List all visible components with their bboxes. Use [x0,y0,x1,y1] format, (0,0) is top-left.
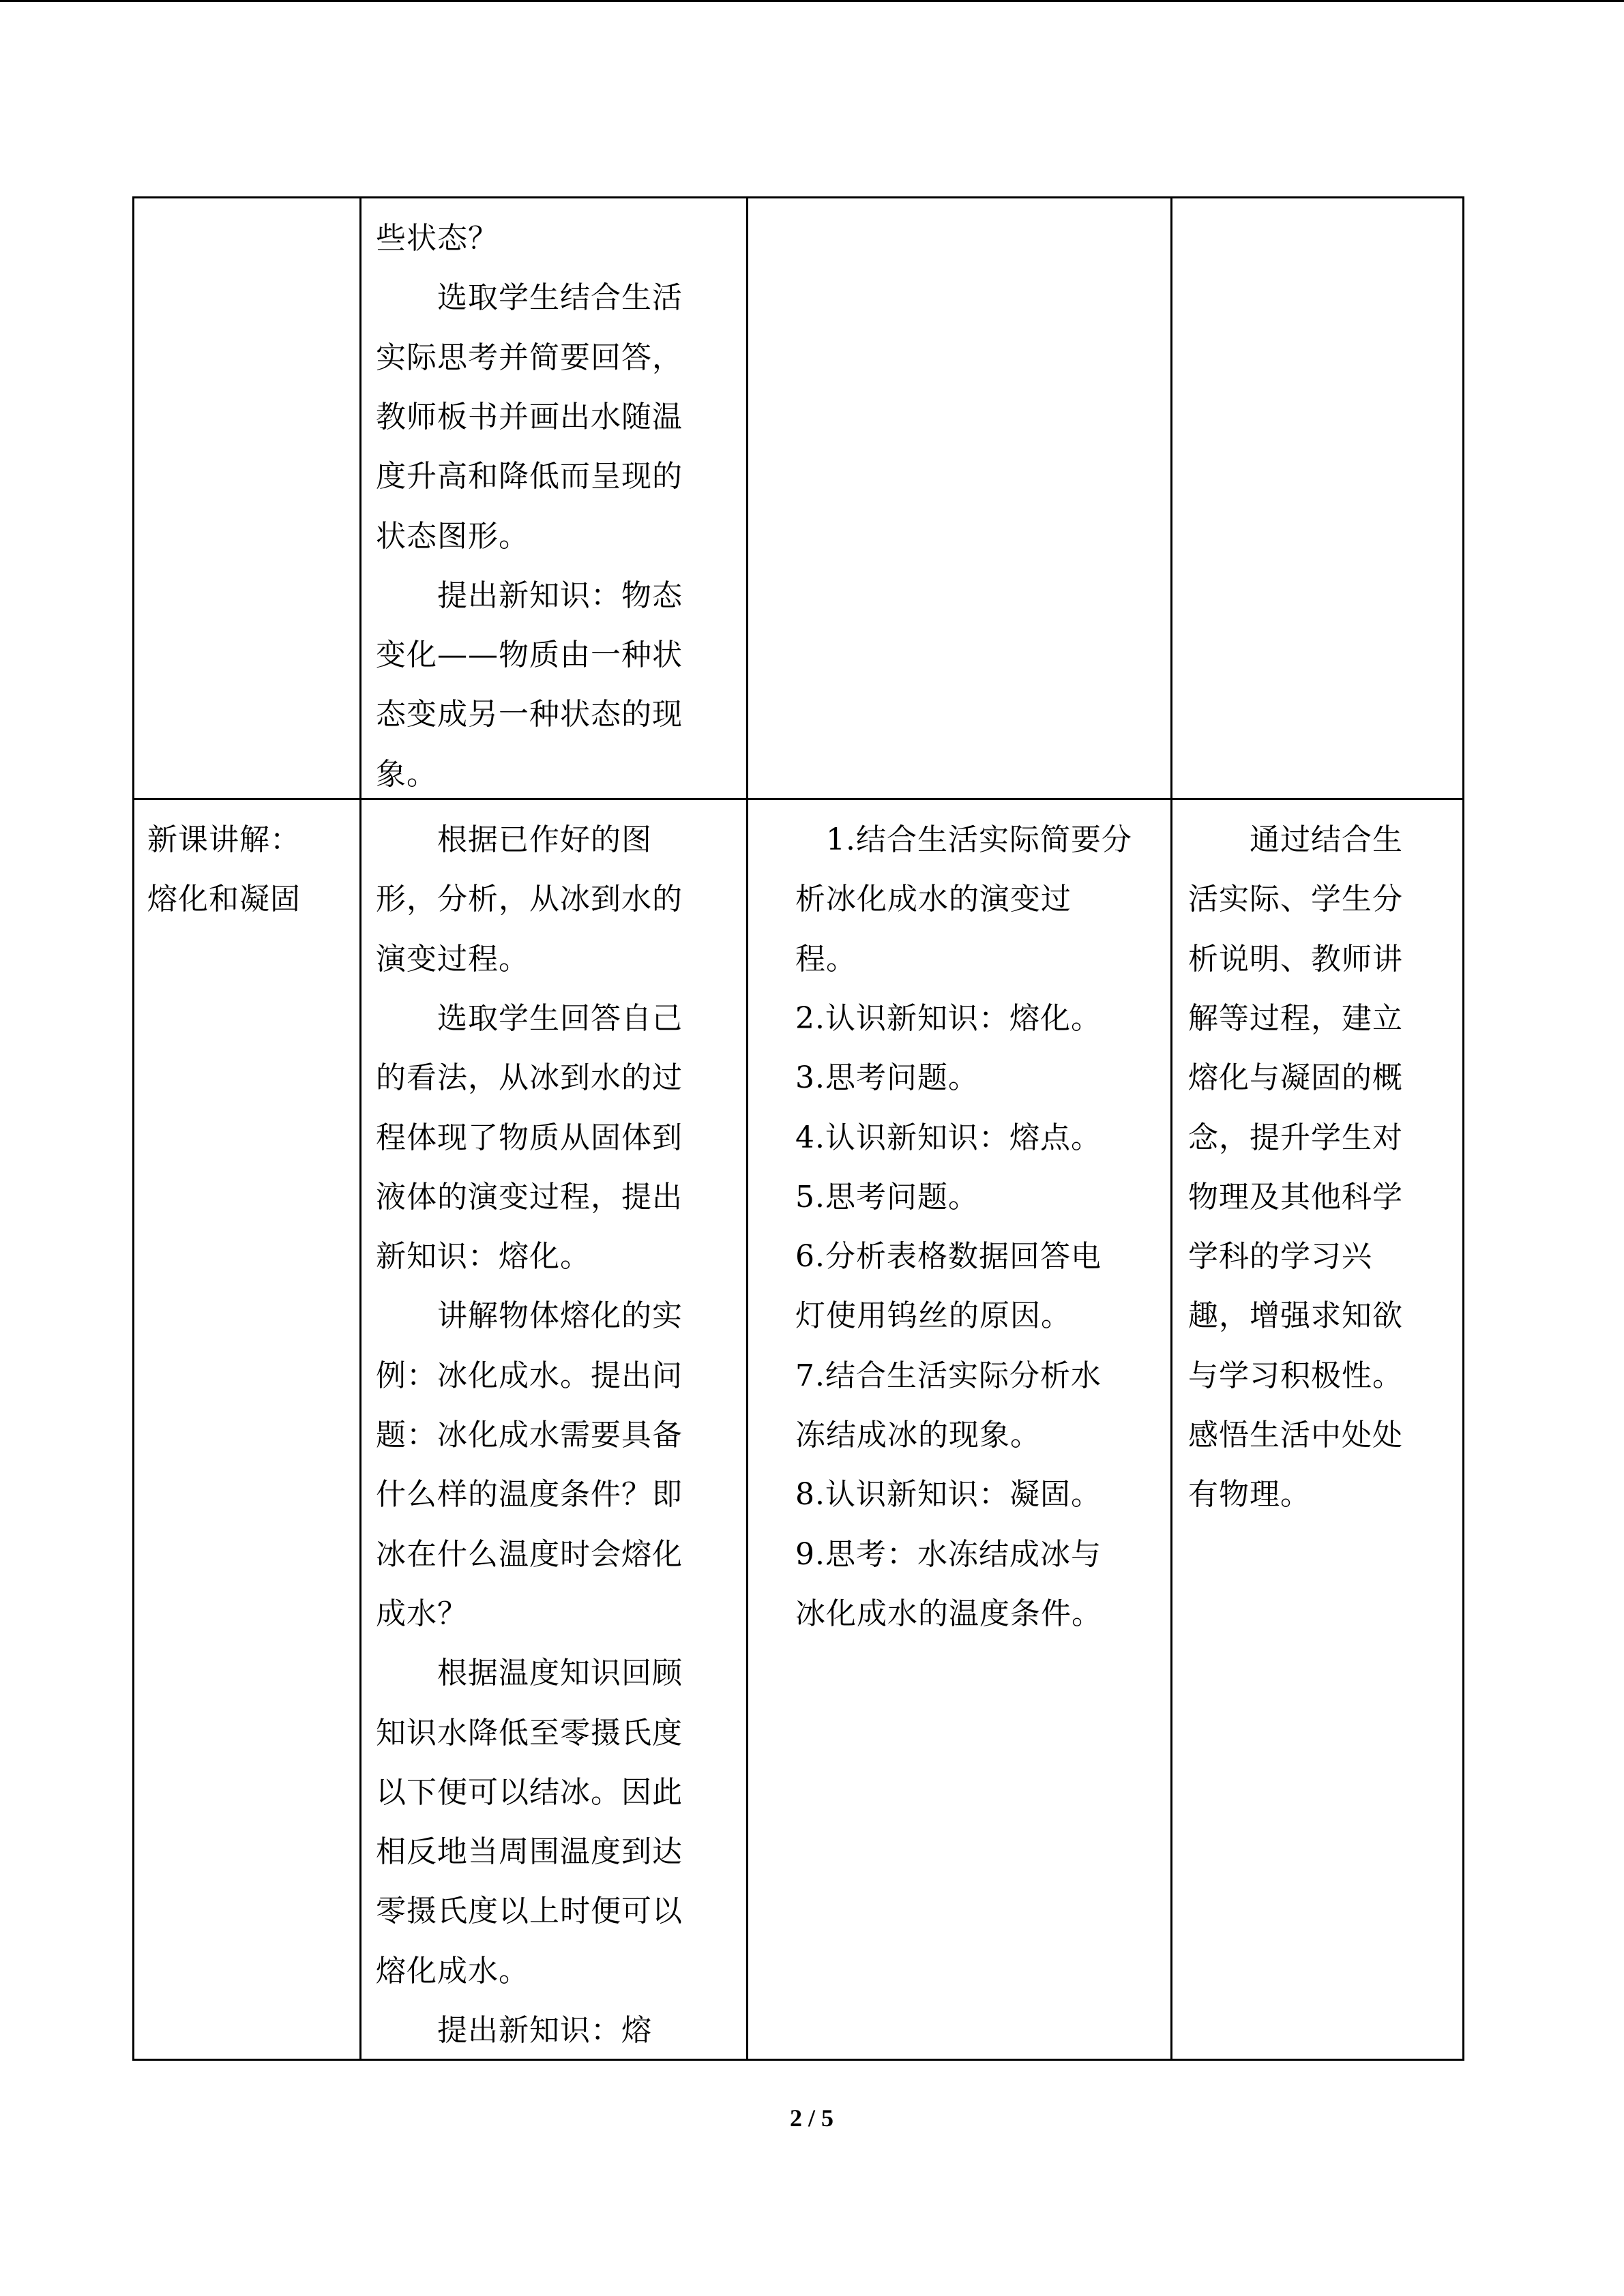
cell-text-line: 2.认识新知识：熔化。 [795,1001,1102,1036]
cell-text-line: 演变过程。 [376,942,529,976]
cell-text-line: 选取学生结合生活 [376,280,683,315]
cell-text-line: 3.思考问题。 [795,1060,979,1095]
cell-text-line: 状态图形。 [376,519,529,554]
table-border-bottom [132,2059,1464,2061]
cell-text-line: 熔化与凝固的概 [1188,1060,1403,1095]
cell-text-line: 零摄氏度以上时便可以 [376,1894,683,1928]
cell-text-line: 象。 [376,757,437,792]
cell-text-line: 根据已作好的图 [376,822,652,857]
cell-text-line: 5.思考问题。 [795,1180,979,1214]
cell-text-line: 提出新知识：熔 [376,2013,652,2048]
cell-text-line: 液体的演变过程，提出 [376,1180,683,1214]
cell-text-line: 以下便可以结冰。因此 [376,1775,683,1810]
page-number: 2 / 5 [789,2104,833,2132]
cell-text-line: 感悟生活中处处 [1188,1418,1403,1452]
cell-text-line: 度升高和降低而呈现的 [376,459,683,494]
table-border-right [1462,196,1464,2061]
cell-text-line: 4.认识新知识：熔点。 [795,1120,1102,1155]
cell-text-line: 析说明、教师讲 [1188,942,1403,976]
cell-text-line: 冰化成水的温度条件。 [795,1596,1102,1631]
cell-text-line: 什么样的温度条件？即 [376,1477,683,1512]
cell-text-line: 教师板书并画出水随温 [376,400,683,434]
cell-text-line: 物理及其他科学 [1188,1180,1403,1214]
cell-text-line: 题：冰化成水需要具备 [376,1418,683,1452]
cell-text-line: 趣，增强求知欲 [1188,1298,1403,1333]
cell-text-line: 程。 [795,942,857,976]
cell-text-line: 有物理。 [1188,1477,1311,1512]
cell-text-line: 相反地当周围温度到达 [376,1834,683,1869]
cell-text-line: 灯使用钨丝的原因。 [795,1298,1072,1333]
table-col-divider-2 [746,196,748,2061]
cell-text-line: 析冰化成水的演变过 [795,882,1072,916]
cell-text-line: 选取学生回答自己 [376,1001,683,1036]
cell-text-line: 新知识：熔化。 [376,1239,591,1274]
cell-text-line: 些状态？ [376,221,499,256]
cell-text-line: 解等过程，建立 [1188,1001,1403,1036]
table-border-top [132,196,1464,198]
cell-text-line: 例：冰化成水。提出问 [376,1358,683,1393]
cell-text-line: 7.结合生活实际分析水 [795,1358,1102,1393]
cell-text-line: 成水？ [376,1596,468,1631]
cell-text-line: 变化——物质由一种状 [376,638,683,672]
cell-text-line: 1.结合生活实际简要分 [795,822,1132,857]
table-col-divider-3 [1170,196,1172,2061]
table-row-divider [132,798,1464,800]
cell-text-line: 程体现了物质从固体到 [376,1120,683,1155]
cell-text-line: 根据温度知识回顾 [376,1656,683,1690]
cell-text-line: 8.认识新知识：凝固。 [795,1477,1102,1512]
cell-text-line: 提出新知识：物态 [376,578,683,613]
cell-text-line: 9.思考：水冻结成冰与 [795,1537,1102,1572]
cell-text-line: 熔化和凝固 [147,882,301,916]
cell-text-line: 通过结合生 [1188,822,1403,857]
table-border-left [132,196,134,2061]
cell-text-line: 形，分析，从冰到水的 [376,882,683,916]
cell-text-line: 与学习积极性。 [1188,1358,1403,1393]
cell-text-line: 实际思考并简要回答， [376,340,683,375]
cell-text-line: 的看法，从冰到水的过 [376,1060,683,1095]
cell-text-line: 念，提升学生对 [1188,1120,1403,1155]
top-border [0,0,1624,2]
cell-text-line: 讲解物体熔化的实 [376,1298,683,1333]
cell-text-line: 态变成另一种状态的现 [376,697,683,732]
cell-text-line: 6.分析表格数据回答电 [795,1239,1102,1274]
cell-text-line: 活实际、学生分 [1188,882,1403,916]
cell-text-line: 冻结成冰的现象。 [795,1418,1041,1452]
cell-text-line: 知识水降低至零摄氏度 [376,1716,683,1750]
table-col-divider-1 [359,196,361,2061]
cell-text-line: 冰在什么温度时会熔化 [376,1537,683,1572]
cell-text-line: 熔化成水。 [376,1954,529,1988]
cell-text-line: 新课讲解： [147,822,301,857]
cell-text-line: 学科的学习兴 [1188,1239,1372,1274]
